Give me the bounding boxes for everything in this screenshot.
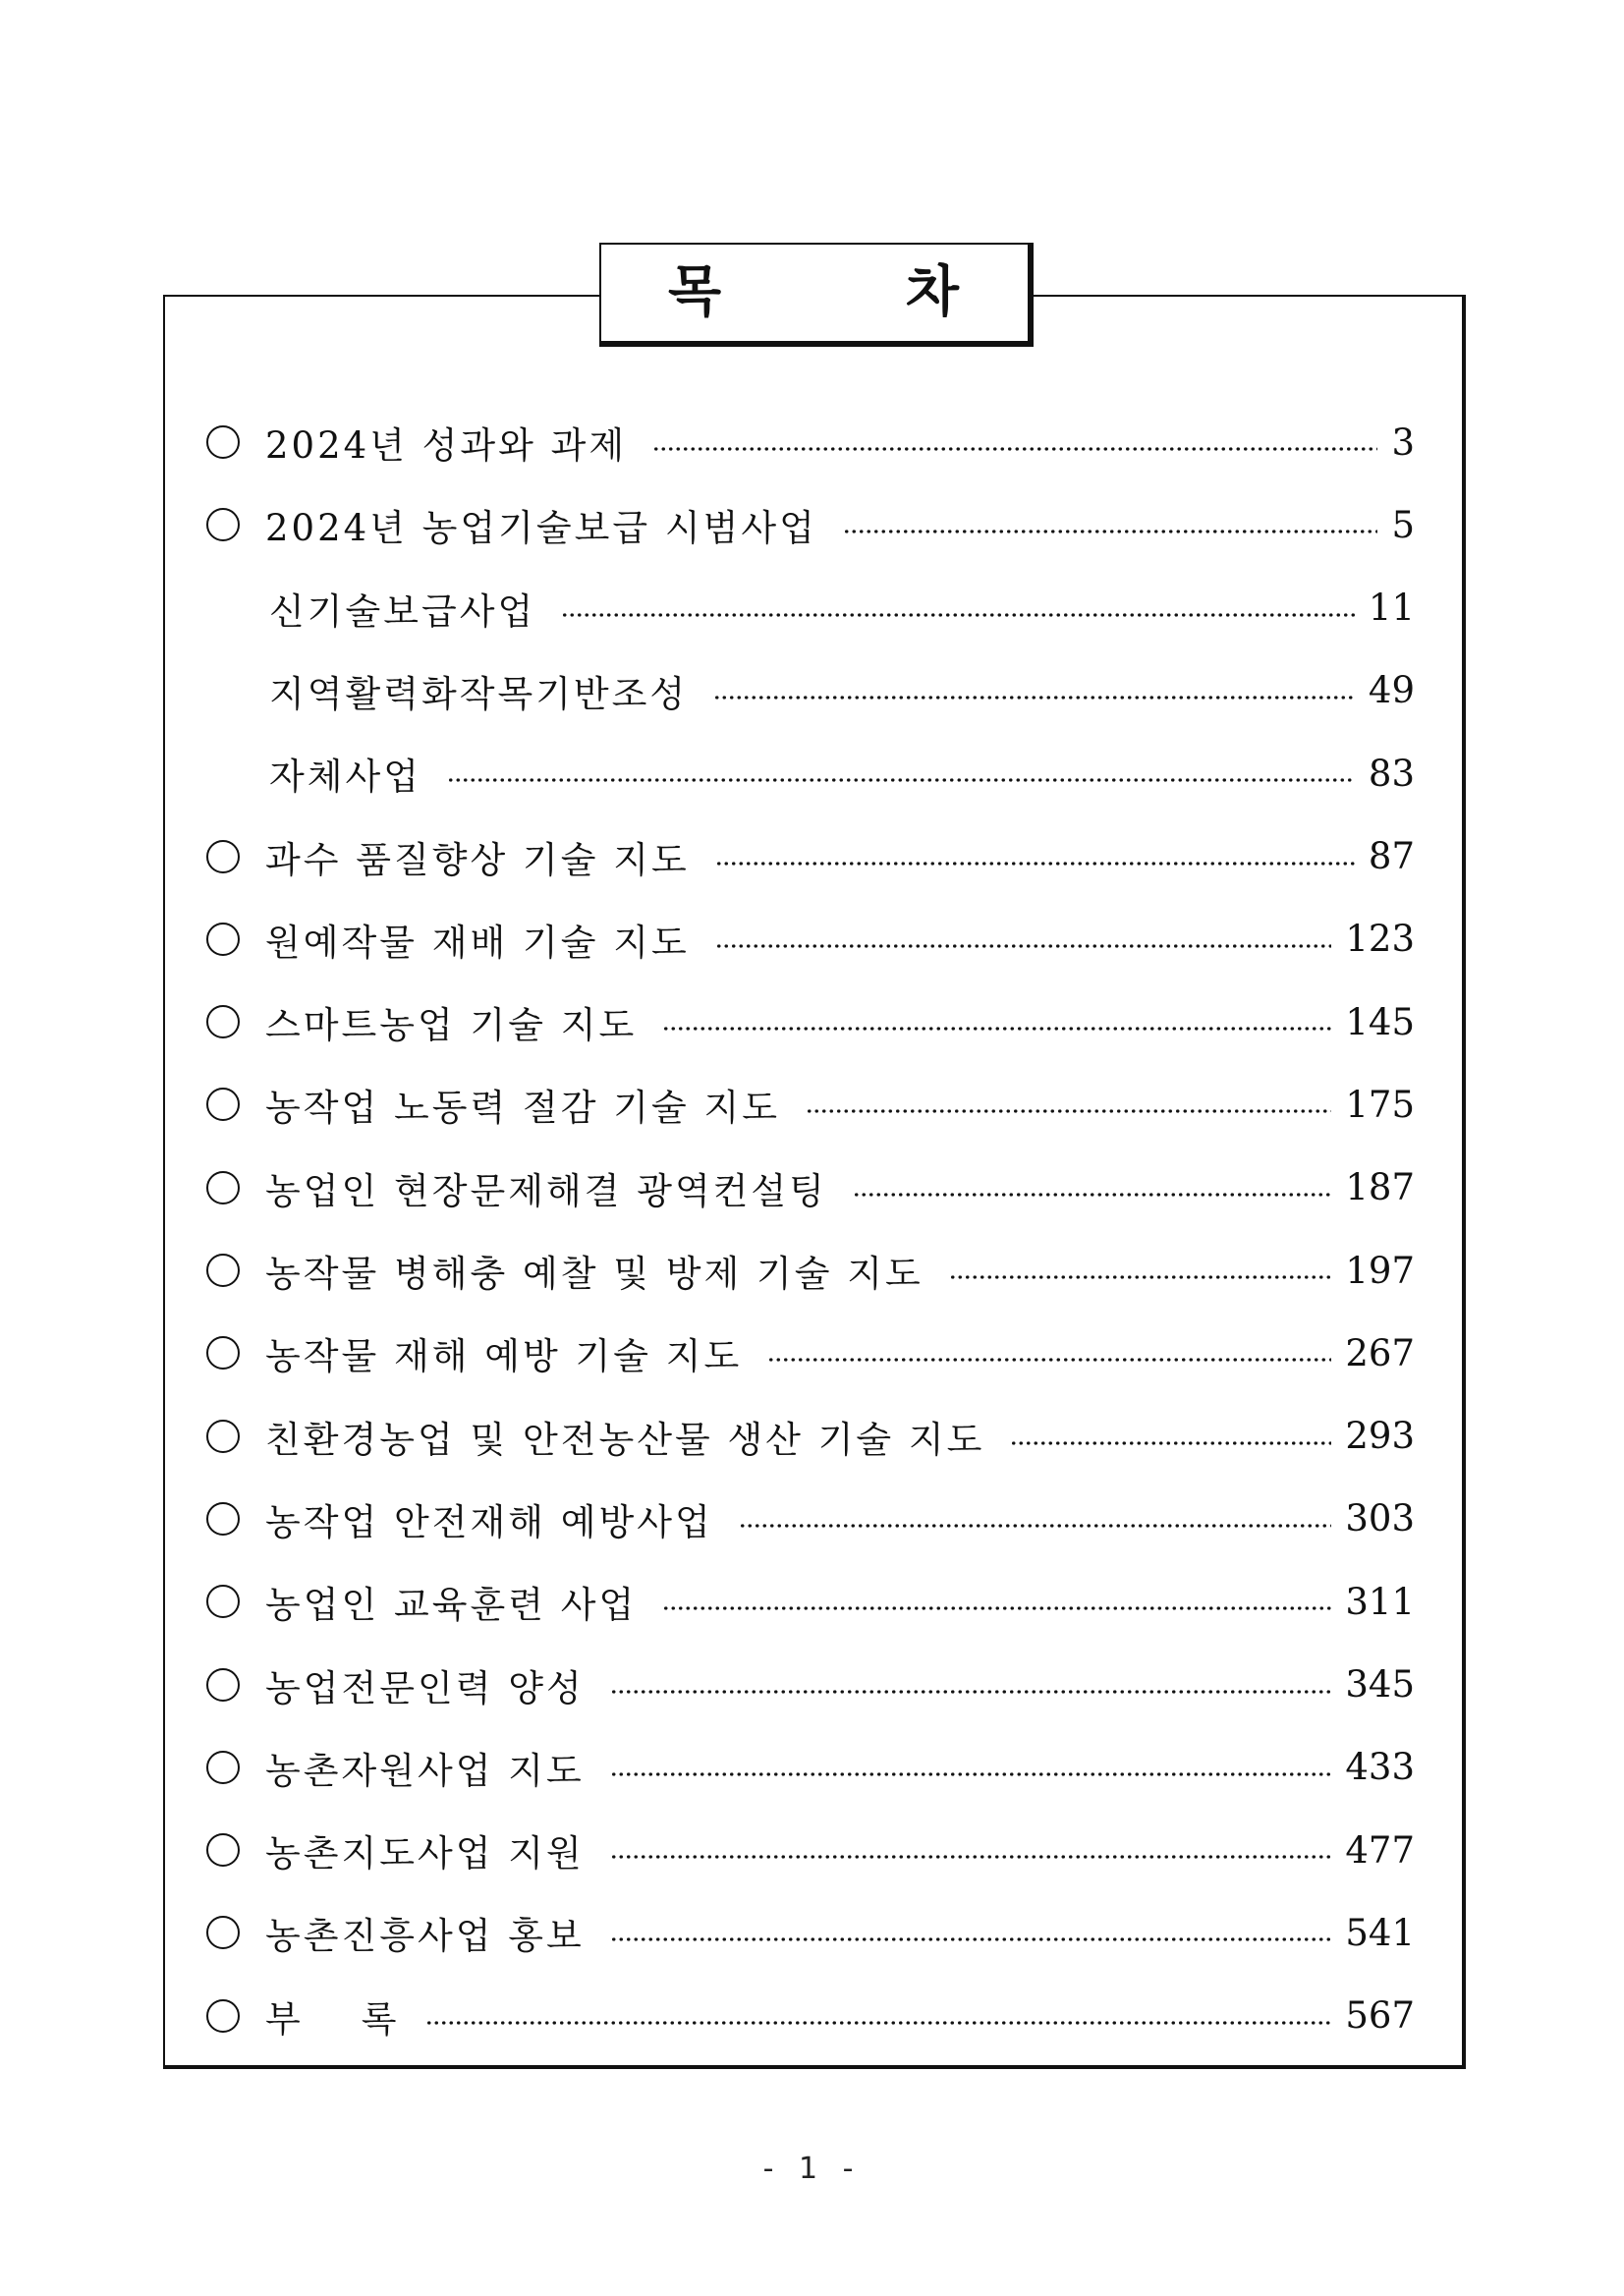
dot-leader <box>739 1523 1332 1529</box>
toc-entry-label: 농업인 현장문제해결 광역컨설팅 <box>265 1169 827 1212</box>
circle-bullet-icon <box>206 1668 240 1702</box>
toc-entry-label: 2024년 농업기술보급 시범사업 <box>265 507 817 550</box>
toc-entry-page: 3 <box>1391 420 1415 464</box>
toc-entry-label: 농작업 안전재해 예방사업 <box>265 1500 713 1543</box>
circle-bullet-icon <box>206 923 240 956</box>
circle-bullet-icon <box>206 1916 240 1949</box>
circle-bullet-icon <box>206 1585 240 1618</box>
toc-entry-page: 145 <box>1345 1000 1415 1043</box>
toc-entry-page: 87 <box>1368 835 1415 877</box>
toc-entry-page: 267 <box>1345 1331 1415 1374</box>
toc-row[interactable] <box>206 1820 1415 1879</box>
toc-title-char-2: 차 <box>905 260 959 324</box>
toc-row[interactable] <box>206 1572 1415 1631</box>
toc-entry-label: 친환경농업 및 안전농산물 생산 기술 지도 <box>265 1418 985 1461</box>
toc-entry-label: 스마트농업 기술 지도 <box>265 1004 638 1047</box>
dot-leader <box>949 1274 1332 1280</box>
toc-entry-page: 197 <box>1345 1249 1415 1292</box>
toc-entry-label: 지역활력화작목기반조성 <box>269 672 689 715</box>
dot-leader <box>853 1192 1331 1198</box>
circle-bullet-icon <box>206 1171 240 1204</box>
dot-leader <box>610 1771 1332 1777</box>
circle-bullet-icon <box>206 508 240 541</box>
toc-entry-page: 5 <box>1391 503 1415 546</box>
circle-bullet-icon <box>206 1420 240 1453</box>
toc-entry-page: 49 <box>1368 669 1415 712</box>
toc-row[interactable] <box>206 1241 1415 1300</box>
toc-entry-label: 원예작물 재배 기술 지도 <box>265 921 690 964</box>
toc-entry-page: 345 <box>1345 1663 1415 1706</box>
circle-bullet-icon <box>206 1336 240 1370</box>
dot-leader <box>610 1936 1332 1942</box>
toc-row[interactable] <box>206 413 1415 472</box>
toc-title-box <box>599 243 1034 347</box>
toc-row[interactable] <box>206 1489 1415 1548</box>
toc-entry-page: 293 <box>1345 1415 1415 1458</box>
dot-leader <box>561 612 1355 618</box>
toc-row[interactable] <box>206 1903 1415 1962</box>
toc-row[interactable] <box>206 661 1415 720</box>
dot-leader <box>713 695 1355 700</box>
toc-row[interactable] <box>206 910 1415 969</box>
toc-entry-label: 농업전문인력 양성 <box>265 1666 585 1709</box>
dot-leader <box>843 529 1378 534</box>
toc-entry-page: 303 <box>1345 1497 1415 1540</box>
dot-leader <box>610 1854 1332 1860</box>
dot-leader <box>662 1026 1331 1032</box>
toc-entry-label: 과수 품질향상 기술 지도 <box>265 838 690 881</box>
toc-row[interactable] <box>206 827 1415 886</box>
circle-bullet-icon <box>206 1005 240 1038</box>
dot-leader <box>715 861 1355 867</box>
toc-entry-page: 187 <box>1345 1166 1415 1209</box>
toc-title-char-1: 목 <box>668 260 722 324</box>
toc-entry-label: 농작물 병해충 예찰 및 방제 기술 지도 <box>265 1253 924 1295</box>
toc-entry-label: 농촌진흥사업 홍보 <box>265 1915 585 1958</box>
toc-entry-page: 541 <box>1345 1911 1415 1954</box>
toc-entry-label: 농작업 노동력 절감 기술 지도 <box>265 1087 780 1130</box>
circle-bullet-icon <box>206 1999 240 2033</box>
toc-entry-page: 477 <box>1345 1828 1415 1872</box>
dot-leader <box>447 777 1355 783</box>
toc-entry-page: 567 <box>1345 1994 1415 2038</box>
toc-entry-label: 부 록 <box>265 1997 400 2041</box>
toc-entry-label: 2024년 성과와 과제 <box>265 424 628 467</box>
dot-leader <box>767 1357 1331 1363</box>
dot-leader <box>425 2020 1332 2026</box>
toc-entry-page: 311 <box>1345 1580 1415 1623</box>
toc-entry-page: 123 <box>1345 918 1415 961</box>
toc-row[interactable] <box>206 495 1415 554</box>
toc-entry-page: 433 <box>1345 1746 1415 1789</box>
dot-leader <box>1010 1440 1331 1446</box>
toc-row[interactable] <box>206 1738 1415 1797</box>
page-number-footer: - 1 - <box>762 2152 862 2186</box>
toc-entry-page: 175 <box>1345 1083 1415 1126</box>
circle-bullet-icon <box>206 1254 240 1287</box>
toc-entry-page: 83 <box>1368 752 1415 795</box>
toc-row[interactable] <box>206 1158 1415 1217</box>
toc-entry-label: 농업인 교육훈련 사업 <box>265 1584 638 1627</box>
circle-bullet-icon <box>206 1751 240 1784</box>
toc-entry-label: 농촌지도사업 지원 <box>265 1832 585 1876</box>
toc-entry-label: 신기술보급사업 <box>269 589 536 633</box>
circle-bullet-icon <box>206 840 240 873</box>
toc-entry-label: 자체사업 <box>269 756 421 799</box>
toc-row[interactable] <box>206 1407 1415 1466</box>
toc-row[interactable] <box>206 579 1415 638</box>
toc-row[interactable] <box>206 992 1415 1051</box>
toc-row[interactable] <box>206 744 1415 803</box>
circle-bullet-icon <box>206 425 240 459</box>
circle-bullet-icon <box>206 1088 240 1121</box>
circle-bullet-icon <box>206 1833 240 1867</box>
dot-leader <box>806 1108 1331 1114</box>
dot-leader <box>662 1605 1331 1611</box>
toc-row[interactable] <box>206 1987 1415 2045</box>
dot-leader <box>715 943 1332 949</box>
dot-leader <box>652 446 1377 452</box>
toc-entry-page: 11 <box>1368 587 1415 630</box>
toc-row[interactable] <box>206 1655 1415 1714</box>
dot-leader <box>610 1689 1332 1695</box>
toc-row[interactable] <box>206 1323 1415 1382</box>
toc-entry-label: 농촌자원사업 지도 <box>265 1749 585 1792</box>
circle-bullet-icon <box>206 1502 240 1536</box>
toc-entry-label: 농작물 재해 예방 기술 지도 <box>265 1335 743 1378</box>
toc-row[interactable] <box>206 1075 1415 1134</box>
